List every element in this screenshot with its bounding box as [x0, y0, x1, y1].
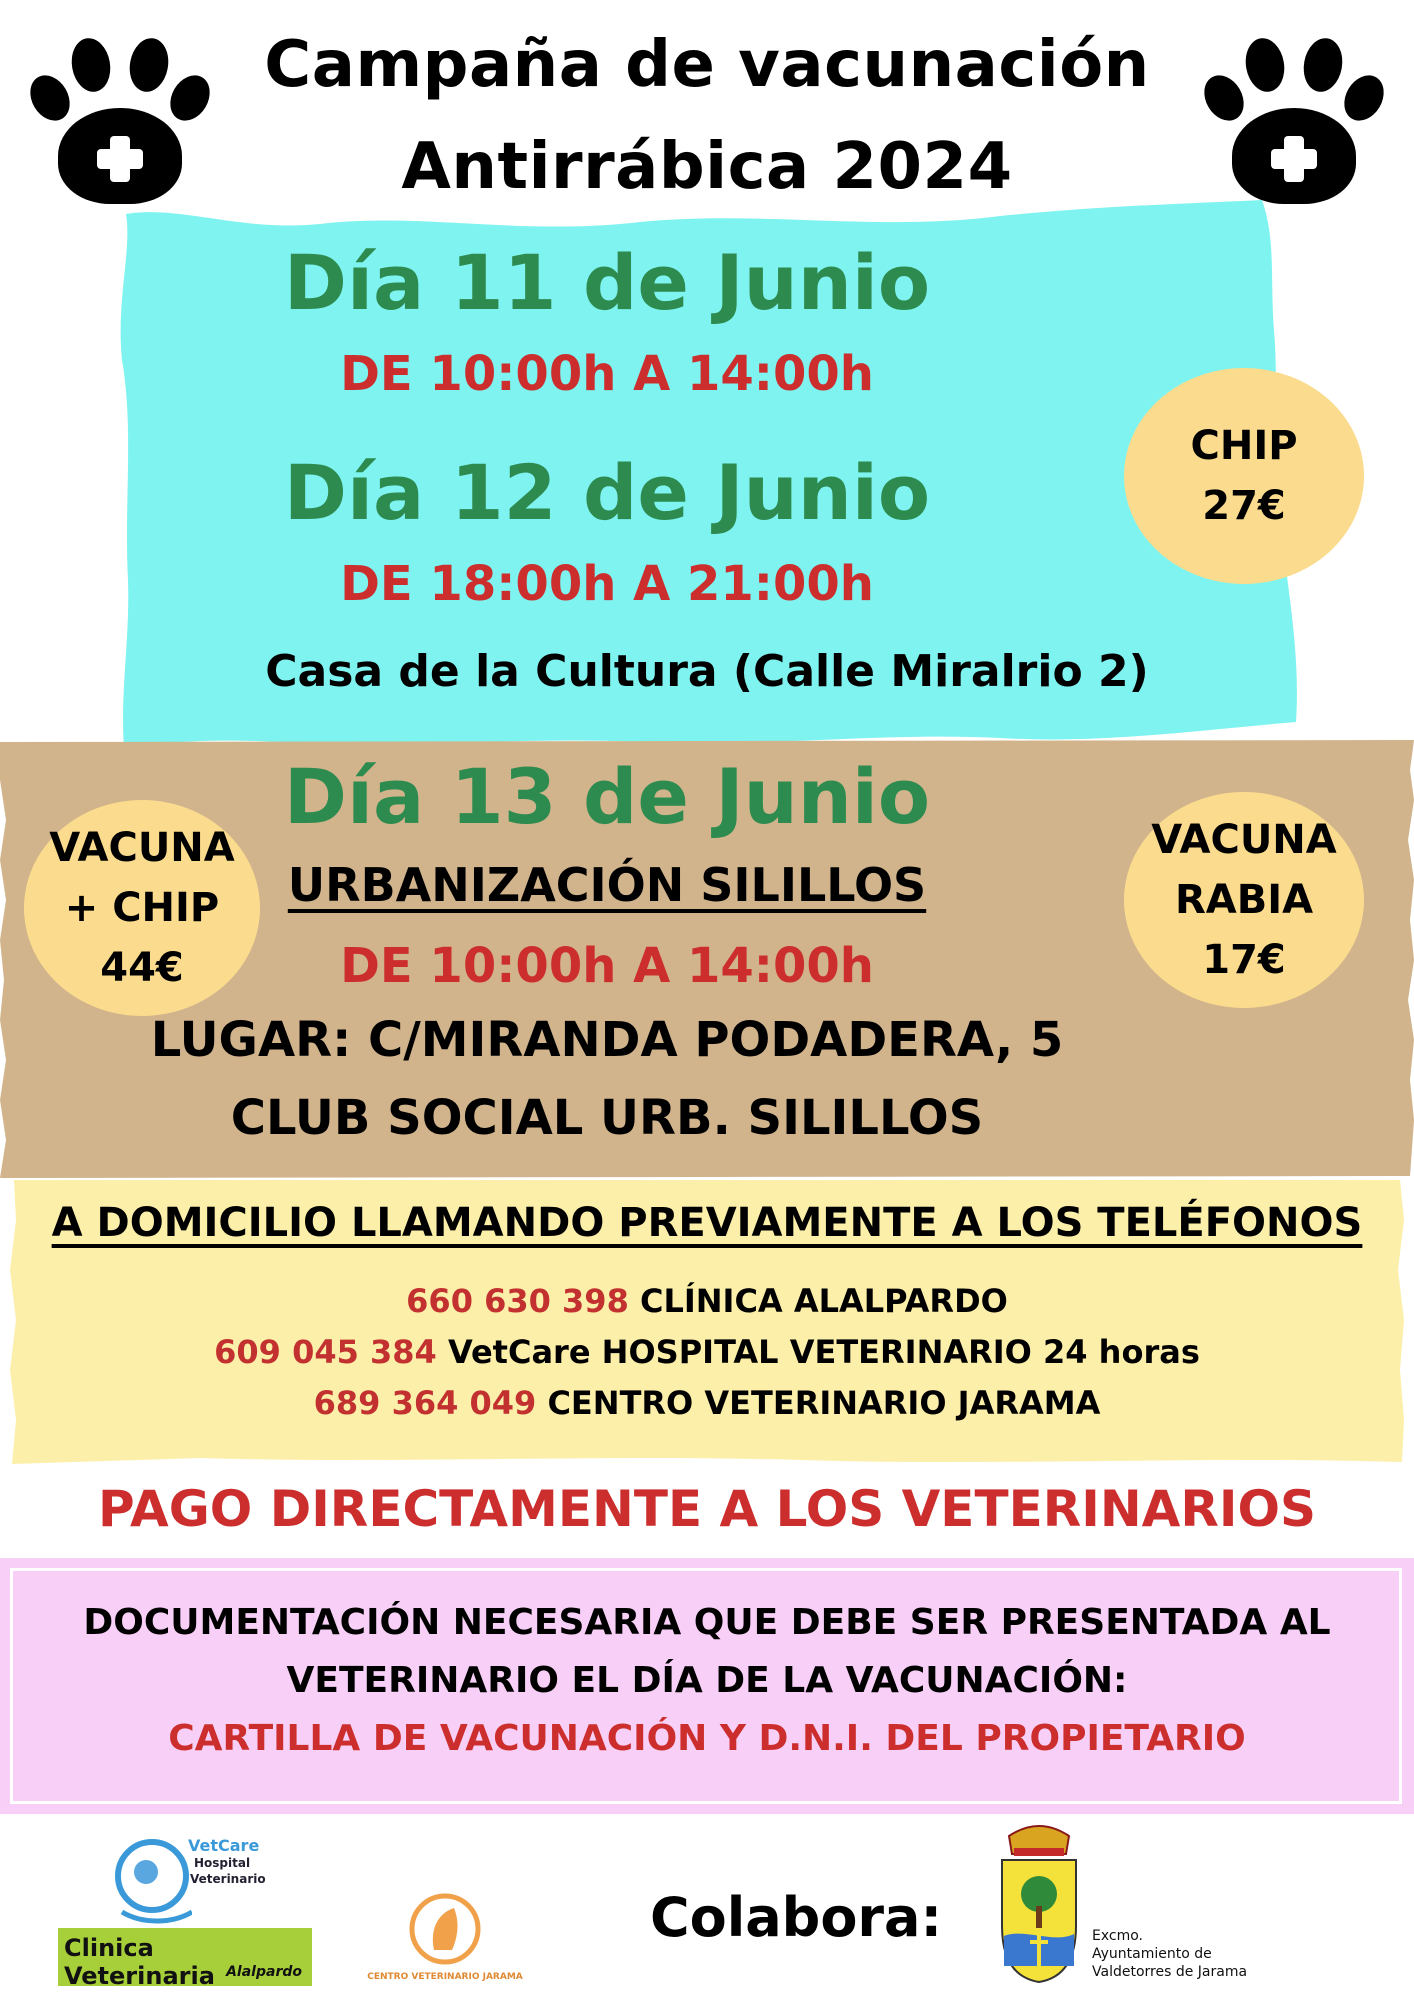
domicilio-heading: A DOMICILIO LLAMANDO PREVIAMENTE A LOS TELÉFONOS	[51, 1200, 1363, 1246]
vacuna-rabia-price-badge	[1124, 792, 1364, 1008]
coat-of-arms-icon	[994, 1816, 1084, 1986]
vacuna-rabia-line2: RABIA	[1174, 877, 1314, 923]
documentation-line1: DOCUMENTACIÓN NECESARIA QUE DEBE SER PRESENTADA AL	[83, 1602, 1331, 1643]
day2-date: Día 12 de Junio	[283, 448, 931, 537]
ayuntamiento-line3: Valdetorres de Jarama	[1092, 1964, 1248, 1980]
chip-price: 27€	[1202, 483, 1286, 529]
ayuntamiento-logo	[994, 1816, 1334, 1992]
title-line-1: Campaña de vacunación	[264, 28, 1150, 102]
chip-label: CHIP	[1190, 423, 1298, 469]
ayuntamiento-line1: Excmo.	[1092, 1928, 1143, 1944]
jarama-name: CENTRO VETERINARIO JARAMA	[367, 1972, 523, 1982]
phone-name: CLÍNICA ALALPARDO	[639, 1282, 1008, 1320]
day3-place-line2: CLUB SOCIAL URB. SILILLOS	[230, 1090, 984, 1146]
vetcare-animal-icon	[112, 1832, 192, 1932]
day3-hours: DE 10:00h A 14:00h	[340, 938, 874, 994]
phone-row-alalpardo	[0, 1276, 1414, 1327]
phone-row-vetcare	[0, 1327, 1414, 1378]
payment-notice: PAGO DIRECTAMENTE A LOS VETERINARIOS	[98, 1480, 1316, 1538]
vetcare-sub1: Hospital	[194, 1856, 251, 1870]
vacuna-chip-line2: + CHIP	[64, 885, 220, 931]
vacuna-rabia-line1: VACUNA	[1151, 817, 1337, 863]
documentation-line3: CARTILLA DE VACUNACIÓN Y D.N.I. DEL PROPIETARIO	[168, 1718, 1246, 1759]
ayuntamiento-line2: Ayuntamiento de	[1092, 1946, 1212, 1962]
vacuna-chip-price-badge	[24, 800, 260, 1016]
phone-list	[0, 1276, 1414, 1429]
phone-name: VetCare HOSPITAL VETERINARIO 24 horas	[447, 1333, 1200, 1371]
day2-place: Casa de la Cultura (Calle Miralrio 2)	[265, 646, 1149, 697]
phone-number[interactable]: 660 630 398	[406, 1282, 629, 1320]
day3-place-line1: LUGAR: C/MIRANDA PODADERA, 5	[150, 1012, 1064, 1068]
day3-urbanization: URBANIZACIÓN SILILLOS	[287, 858, 927, 912]
day2-hours: DE 18:00h A 21:00h	[340, 556, 874, 612]
clinica-name: Clinica Veterinaria	[64, 1934, 215, 1990]
centro-jarama-logo	[360, 1892, 530, 1992]
documentation-line2: VETERINARIO EL DÍA DE LA VACUNACIÓN:	[286, 1660, 1128, 1701]
clinica-veterinaria-logo	[58, 1928, 312, 1990]
chip-price-badge	[1124, 368, 1364, 584]
vetcare-sub2: Veterinario	[190, 1872, 266, 1886]
vacuna-chip-price: 44€	[100, 945, 184, 991]
day1-hours: DE 10:00h A 14:00h	[340, 346, 874, 402]
collaborates-label: Colabora:	[650, 1886, 943, 1949]
day3-date: Día 13 de Junio	[283, 752, 931, 841]
title-line-2: Antirrábica 2024	[401, 130, 1013, 204]
phone-name: CENTRO VETERINARIO JARAMA	[547, 1384, 1101, 1422]
vetcare-logo	[112, 1828, 272, 1938]
day1-date: Día 11 de Junio	[283, 238, 931, 327]
phone-number[interactable]: 609 045 384	[214, 1333, 437, 1371]
vacuna-rabia-price: 17€	[1202, 937, 1286, 983]
phone-number[interactable]: 689 364 049	[313, 1384, 537, 1422]
vacuna-chip-line1: VACUNA	[49, 825, 235, 871]
phone-row-jarama	[0, 1378, 1414, 1429]
clinica-sub: Alalpardo	[226, 1964, 302, 1980]
vetcare-name: VetCare	[188, 1836, 260, 1855]
documentation-box	[0, 1558, 1414, 1814]
horse-head-icon	[400, 1892, 490, 1966]
